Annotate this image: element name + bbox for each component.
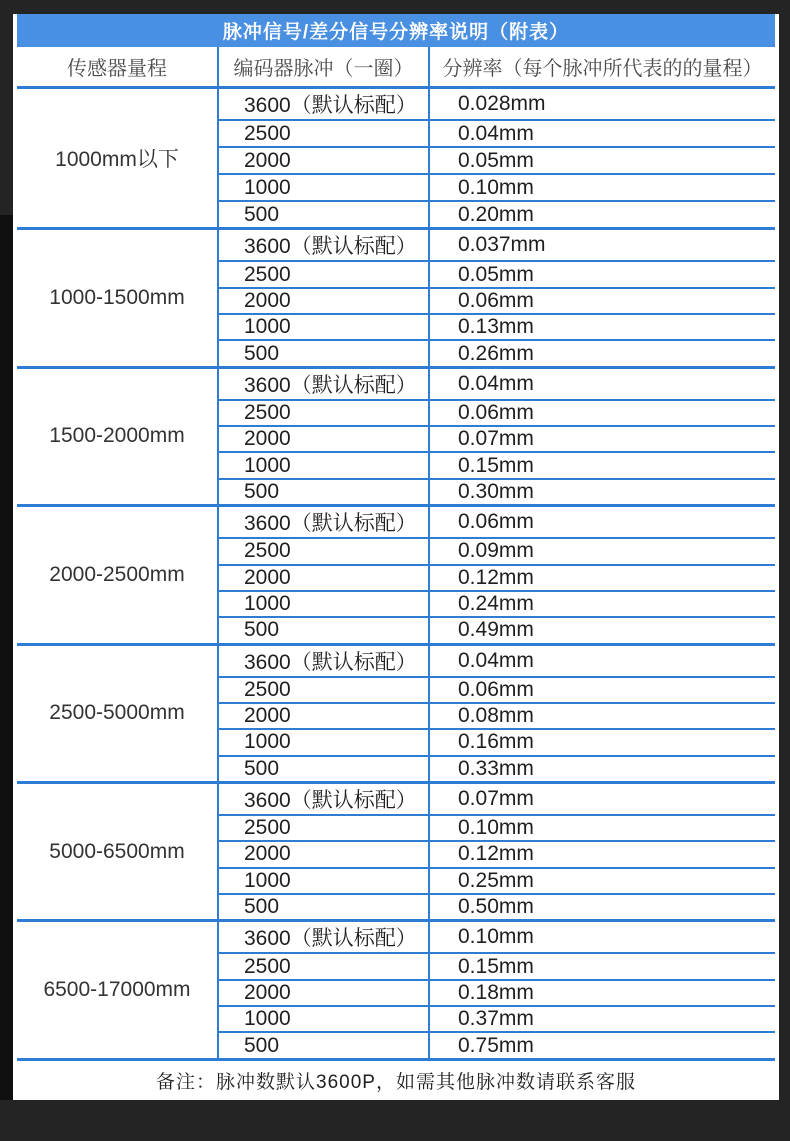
resolution-cell: 0.12mm (430, 840, 775, 866)
table-header-row (17, 47, 775, 89)
encoder-pulse-cell: 2500 (217, 952, 430, 978)
resolution-cell: 0.24mm (430, 590, 775, 616)
encoder-pulse-cell: 1000 (217, 590, 430, 616)
resolution-cell: 0.25mm (430, 867, 775, 893)
encoder-pulse-cell: 1000 (217, 313, 430, 339)
encoder-pulse-cell: 3600（默认标配） (217, 230, 430, 260)
resolution-cell: 0.04mm (458, 371, 534, 395)
encoder-pulse-cell: 2500 (217, 260, 430, 286)
encoder-pulse-cell: 2000 (217, 979, 430, 1005)
encoder-pulse-cell: 500 (217, 893, 430, 919)
background-left-strip (0, 215, 13, 1100)
encoder-pulse-cell: 3600（默认标配） (217, 369, 430, 399)
table-title: 脉冲信号/差分信号分辨率说明（附表） (222, 22, 570, 43)
range-group-0 (17, 89, 775, 227)
resolution-cell: 0.06mm (430, 287, 775, 313)
sensor-range-cell: 2500-5000mm (49, 701, 185, 725)
encoder-pulse-cell: 500 (217, 1031, 430, 1057)
encoder-pulse-cell: 2000 (217, 702, 430, 728)
encoder-pulse-cell: 3600（默认标配） (217, 507, 430, 537)
resolution-cell: 0.13mm (430, 313, 775, 339)
resolution-cell: 0.07mm (430, 425, 775, 451)
encoder-pulse-cell: 2000 (217, 287, 430, 313)
footer-note: 备注：脉冲数默认3600P，如需其他脉冲数请联系客服 (17, 1058, 775, 1100)
table-body (17, 89, 775, 1058)
resolution-cell: 0.33mm (430, 755, 775, 781)
resolution-cell: 0.04mm (458, 648, 534, 672)
encoder-pulse-cell: 3600（默认标配） (217, 922, 430, 952)
resolution-cell: 0.028mm (458, 92, 546, 115)
encoder-pulse-cell: 3600（默认标配） (217, 89, 430, 119)
sensor-range-cell: 5000-6500mm (49, 839, 185, 863)
header-encoder-pulse: 编码器脉冲（一圈） (217, 47, 430, 86)
resolution-cell: 0.16mm (430, 728, 775, 754)
encoder-pulse-cell: 2500 (217, 814, 430, 840)
encoder-pulse-cell: 1000 (217, 173, 430, 200)
resolution-cell: 0.06mm (430, 399, 775, 425)
resolution-cell: 0.18mm (430, 979, 775, 1005)
resolution-cell: 0.06mm (430, 676, 775, 702)
resolution-cell: 0.50mm (430, 893, 775, 919)
sensor-range-cell: 1000-1500mm (49, 286, 185, 310)
header-sensor-range: 传感器量程 (67, 58, 167, 80)
resolution-cell: 0.05mm (430, 146, 775, 173)
resolution-cell: 0.15mm (430, 952, 775, 978)
resolution-cell: 0.05mm (430, 260, 775, 286)
resolution-cell: 0.49mm (430, 616, 775, 642)
encoder-pulse-cell: 1000 (217, 867, 430, 893)
encoder-pulse-cell: 500 (217, 616, 430, 642)
encoder-pulse-cell: 2500 (217, 399, 430, 425)
range-group-3 (17, 504, 775, 642)
resolution-cell: 0.15mm (430, 451, 775, 477)
encoder-pulse-cell: 500 (217, 755, 430, 781)
table-title-bar (17, 14, 775, 47)
header-resolution: 分辨率（每个脉冲所代表的的量程） (442, 58, 763, 80)
encoder-pulse-cell: 500 (217, 339, 430, 365)
resolution-cell: 0.75mm (430, 1031, 775, 1057)
encoder-pulse-cell: 2500 (217, 676, 430, 702)
sensor-range-cell: 6500-17000mm (43, 978, 191, 1002)
encoder-pulse-cell: 2000 (217, 146, 430, 173)
encoder-pulse-cell: 2500 (217, 537, 430, 563)
resolution-cell: 0.10mm (458, 925, 534, 949)
encoder-pulse-cell: 1000 (217, 451, 430, 477)
encoder-pulse-cell: 1000 (217, 728, 430, 754)
encoder-pulse-cell: 2500 (217, 119, 430, 146)
encoder-pulse-cell: 2000 (217, 425, 430, 451)
resolution-cell: 0.12mm (430, 564, 775, 590)
encoder-pulse-cell: 2000 (217, 564, 430, 590)
resolution-cell: 0.37mm (430, 1005, 775, 1031)
sensor-range-cell: 1000mm以下 (55, 148, 179, 172)
range-group-5 (17, 781, 775, 919)
resolution-cell: 0.30mm (430, 478, 775, 504)
resolution-cell: 0.08mm (430, 702, 775, 728)
resolution-cell: 0.10mm (430, 173, 775, 200)
encoder-pulse-cell: 500 (217, 200, 430, 227)
range-group-4 (17, 643, 775, 781)
encoder-pulse-cell: 3600（默认标配） (217, 646, 430, 676)
encoder-pulse-cell: 1000 (217, 1005, 430, 1031)
sensor-range-cell: 1500-2000mm (49, 424, 185, 448)
resolution-cell: 0.09mm (430, 537, 775, 563)
resolution-cell: 0.07mm (458, 786, 534, 810)
spec-table-card (13, 14, 779, 1100)
resolution-cell: 0.037mm (458, 233, 546, 257)
resolution-cell: 0.06mm (458, 510, 534, 534)
encoder-pulse-cell: 2000 (217, 840, 430, 866)
resolution-cell: 0.10mm (430, 814, 775, 840)
sensor-range-cell: 2000-2500mm (49, 562, 185, 586)
encoder-pulse-cell: 3600（默认标配） (217, 784, 430, 814)
resolution-cell: 0.20mm (430, 200, 775, 227)
resolution-cell: 0.04mm (430, 119, 775, 146)
range-group-1 (17, 227, 775, 365)
range-group-2 (17, 366, 775, 504)
range-group-6 (17, 919, 775, 1057)
encoder-pulse-cell: 500 (217, 478, 430, 504)
resolution-cell: 0.26mm (430, 339, 775, 365)
